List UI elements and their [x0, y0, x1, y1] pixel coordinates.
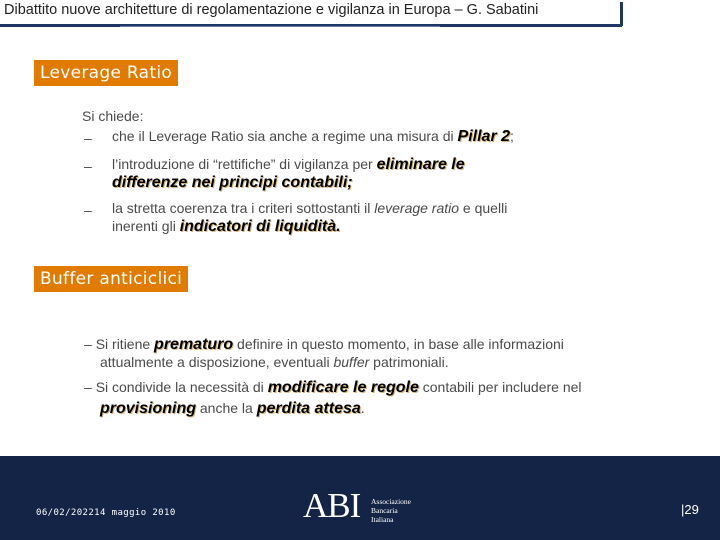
section1-item1-text: che il Leverage Ratio sia anche a regime una misura di [112, 128, 458, 144]
highlight-eliminare: eliminare le [376, 156, 465, 173]
section1-item3-line2 [112, 218, 341, 235]
section2-item2-mid: anche la [196, 400, 257, 416]
section1-item1 [112, 128, 514, 145]
section1-intro: Si chiede: [82, 108, 144, 124]
highlight-differenze: differenze nei principi contabili; [112, 174, 353, 191]
section2-item1-line2-text: attualmente a disposizione, eventuali [100, 354, 334, 370]
highlight-pillar2: Pillar 2 [457, 128, 511, 145]
section1-item2-line2 [112, 174, 353, 191]
italic-leverage-ratio: leverage ratio [374, 200, 460, 216]
section1-item3-dash: – [84, 202, 92, 218]
section1-item1-end: ; [510, 128, 514, 144]
section1-item3 [112, 200, 507, 217]
abi-logo-line-3: Italiana [371, 515, 394, 524]
section-label-buffer-anticiclici: Buffer anticiclici [34, 266, 188, 292]
section2-item1-dash: – [84, 336, 92, 352]
highlight-provisioning: provisioning [100, 400, 196, 417]
section2-item2 [84, 379, 582, 396]
highlight-prematuro: prematuro [154, 336, 234, 353]
section1-item3-text: la stretta coerenza tra i criteri sottostanti il [112, 200, 375, 216]
section1-item3-mid: e quelli [459, 200, 508, 216]
section1-item2-dash: – [84, 158, 92, 174]
section2-item2-end: contabili per includere nel [418, 379, 582, 395]
section-label-leverage-ratio: Leverage Ratio [34, 60, 178, 86]
section2-item2-dash: – [84, 379, 92, 395]
section2-item2-line2 [100, 400, 365, 417]
italic-buffer: buffer [333, 354, 370, 370]
header-rule-accent [120, 26, 440, 27]
header-title: Dibattito nuove architetture di regolamentazione e vigilanza in Europa – G. Sabatini [4, 2, 539, 18]
abi-logo-subtitle [371, 497, 411, 524]
abi-logo: ABI [303, 486, 361, 525]
page-number: |29 [681, 502, 699, 517]
header-vertical-bar [620, 2, 623, 26]
section2-item1-end: definire in questo momento, in base alle informazioni [233, 336, 564, 352]
section2-item2-end-period: . [360, 400, 365, 416]
section1-item3-line2-text: inerenti gli [112, 218, 180, 234]
highlight-indicatori: indicatori di liquidità. [179, 218, 341, 235]
section2-item1-text: Si ritiene [95, 336, 155, 352]
abi-logo-line-1: Associazione [371, 497, 411, 506]
highlight-modificare: modificare le regole [267, 379, 419, 396]
section1-item1-dash: – [84, 130, 92, 146]
section1-item2 [112, 156, 465, 173]
section2-item1-line2-end: patrimoniali. [369, 354, 449, 370]
section2-item2-text: Si condivide la necessità di [95, 379, 268, 395]
section1-item2-text: l’introduzione di “rettifiche” di vigilanza per [112, 156, 377, 172]
section2-item1 [84, 336, 564, 353]
section2-item1-line2 [100, 354, 449, 371]
highlight-perdita-attesa: perdita attesa [256, 400, 361, 417]
footer-date: 06/02/202214 maggio 2010 [36, 508, 176, 518]
abi-logo-line-2: Bancaria [371, 506, 398, 515]
